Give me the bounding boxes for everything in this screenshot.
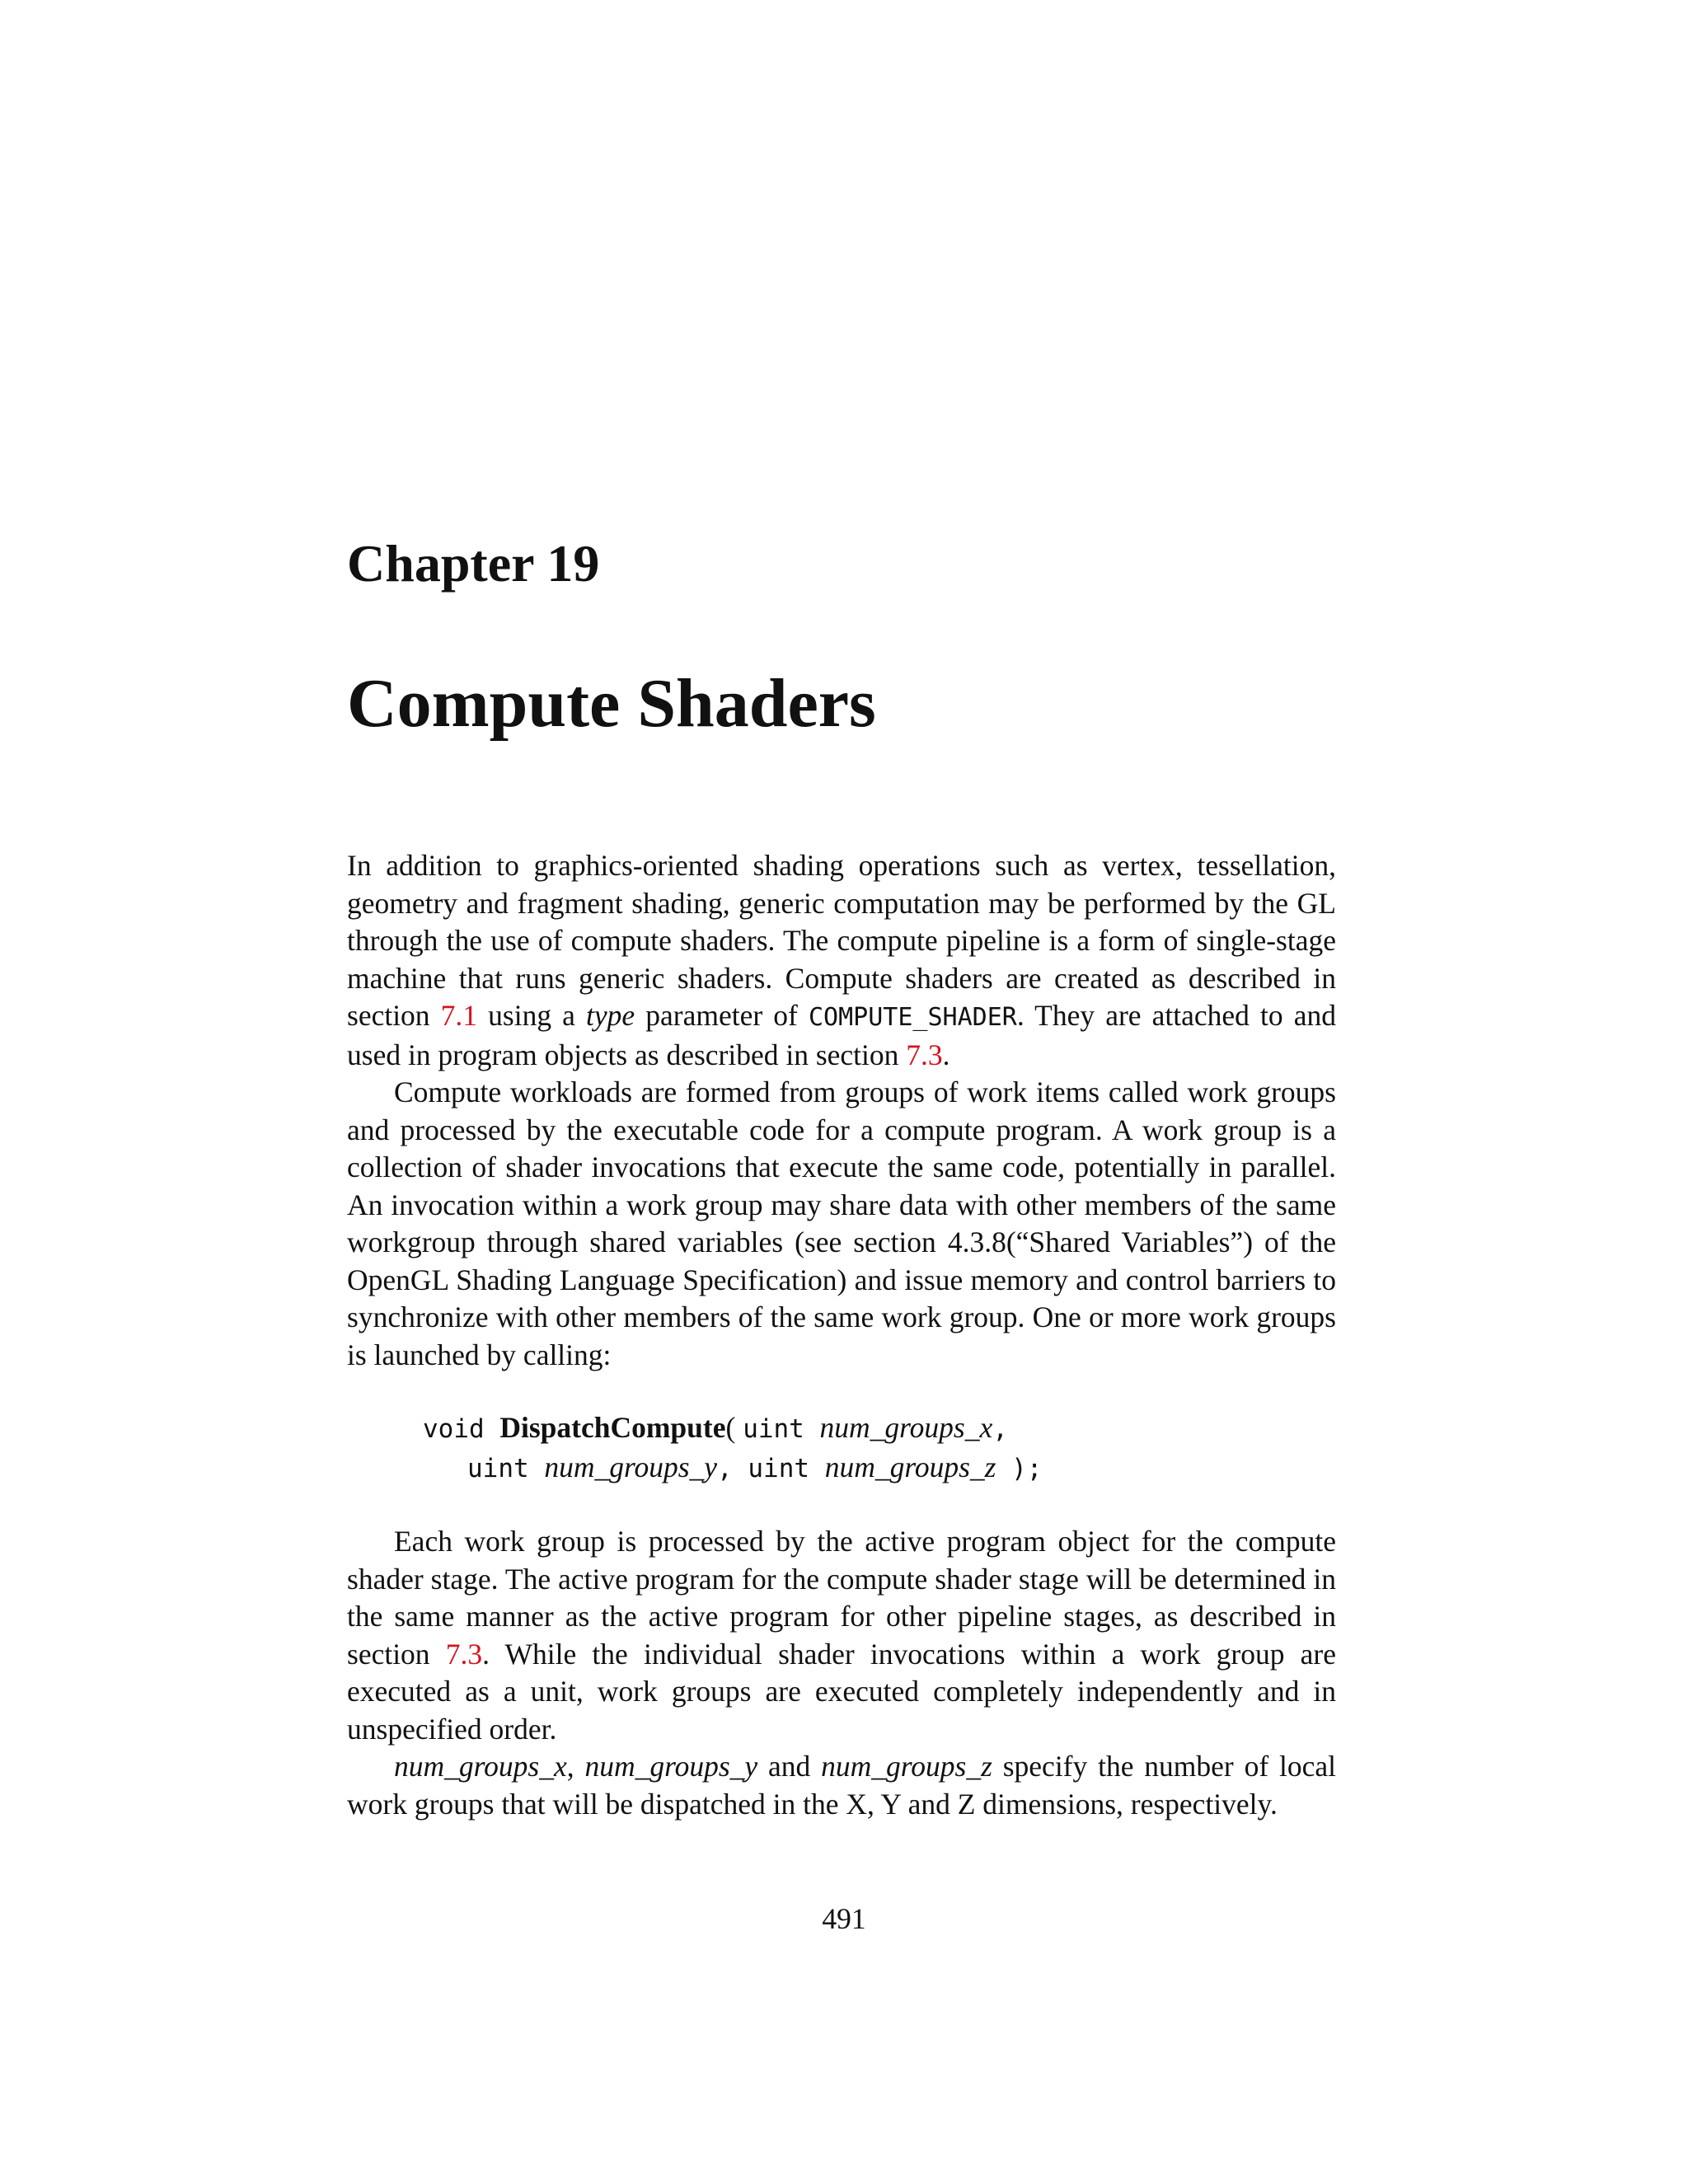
- prototype-line-1: [347, 1409, 1336, 1449]
- open-paren: (: [725, 1411, 743, 1444]
- section-link-7-1[interactable]: 7.1: [440, 999, 478, 1032]
- paragraph-intro-text-e: .: [942, 1038, 950, 1071]
- param-separator: ,: [717, 1453, 748, 1483]
- function-prototype: [347, 1409, 1336, 1488]
- return-type: void: [423, 1414, 500, 1444]
- param-num-groups-x: num_groups_x: [819, 1411, 993, 1444]
- paragraph-dimensions-text: specify the number of local work groups that will be dispatched in the X, Y and Z dimensions, respectively.: [347, 1750, 1337, 1821]
- paragraph-execution-text-b: . While the individual shader invocations within a work group are executed as a unit, work groups are executed completely independently and in unspecified order.: [347, 1637, 1337, 1746]
- param-num-groups-y: num_groups_y: [544, 1450, 718, 1483]
- section-link-7-3[interactable]: 7.3: [906, 1038, 943, 1071]
- page-number: 491: [822, 1902, 866, 1935]
- dim-separator-1: ,: [566, 1750, 585, 1783]
- paragraph-execution: [347, 1523, 1336, 1748]
- dim-separator-2: and: [757, 1750, 822, 1783]
- section-link-7-3-second[interactable]: 7.3: [445, 1637, 483, 1671]
- paragraph-execution-text-a: Each work group is processed by the active program object for the compute shader stage. The active program for the compute shader stage will be determined in the same manner as the active program for other pipeline stages, as described in section: [347, 1525, 1336, 1671]
- paragraph-intro-text-b: using a: [477, 999, 587, 1032]
- param-comma: ,: [992, 1414, 1008, 1444]
- paragraph-workloads: Compute workloads are formed from groups of work items called work groups and processed by the executable code for a compute program. A work group is a collection of shader invocations that execute the same code, potentially in parallel. An invocation within a work group may share data with other members of the same workgroup through shared variables (see section 4.3.8(“Shared Variables”) of the OpenGL Shading Language Specification) and issue memory and control barriers to synchronize with other members of the same work group. One or more work groups is launched by calling:: [347, 1076, 1336, 1371]
- type-parameter-word: type: [586, 999, 635, 1032]
- chapter-label: Chapter 19: [347, 534, 600, 593]
- dim-param-y: num_groups_y: [584, 1750, 758, 1783]
- paragraph-intro: [347, 847, 1336, 1074]
- param-type-x: uint: [743, 1414, 820, 1444]
- dim-param-z: num_groups_z: [821, 1750, 992, 1783]
- paragraph-intro-text-a: In addition to graphics-oriented shading operations such as vertex, tessellation, geometry and fragment shading, generic computation may be performed by the GL through the use of compute shaders. The compute pipeline is a form of single-stage machine that runs generic shaders. Compute shaders are created as described in section: [347, 849, 1336, 1032]
- param-type-y: uint: [467, 1453, 545, 1483]
- dim-param-x: num_groups_x: [394, 1750, 567, 1783]
- param-num-groups-z: num_groups_z: [824, 1450, 996, 1483]
- paragraph-intro-text-d: . They are attached to and used in program objects as described in section: [347, 999, 1336, 1071]
- body-text: [347, 847, 1336, 1823]
- close-paren: );: [996, 1453, 1043, 1483]
- prototype-line-2: [347, 1449, 1336, 1488]
- chapter-title: Compute Shaders: [347, 665, 876, 742]
- function-name: DispatchCompute: [499, 1411, 726, 1444]
- param-type-z: uint: [748, 1453, 825, 1483]
- compute-shader-constant: COMPUTE_SHADER: [808, 1003, 1017, 1032]
- paragraph-dimensions: [347, 1748, 1336, 1823]
- paragraph-intro-text-c: parameter of: [635, 999, 809, 1032]
